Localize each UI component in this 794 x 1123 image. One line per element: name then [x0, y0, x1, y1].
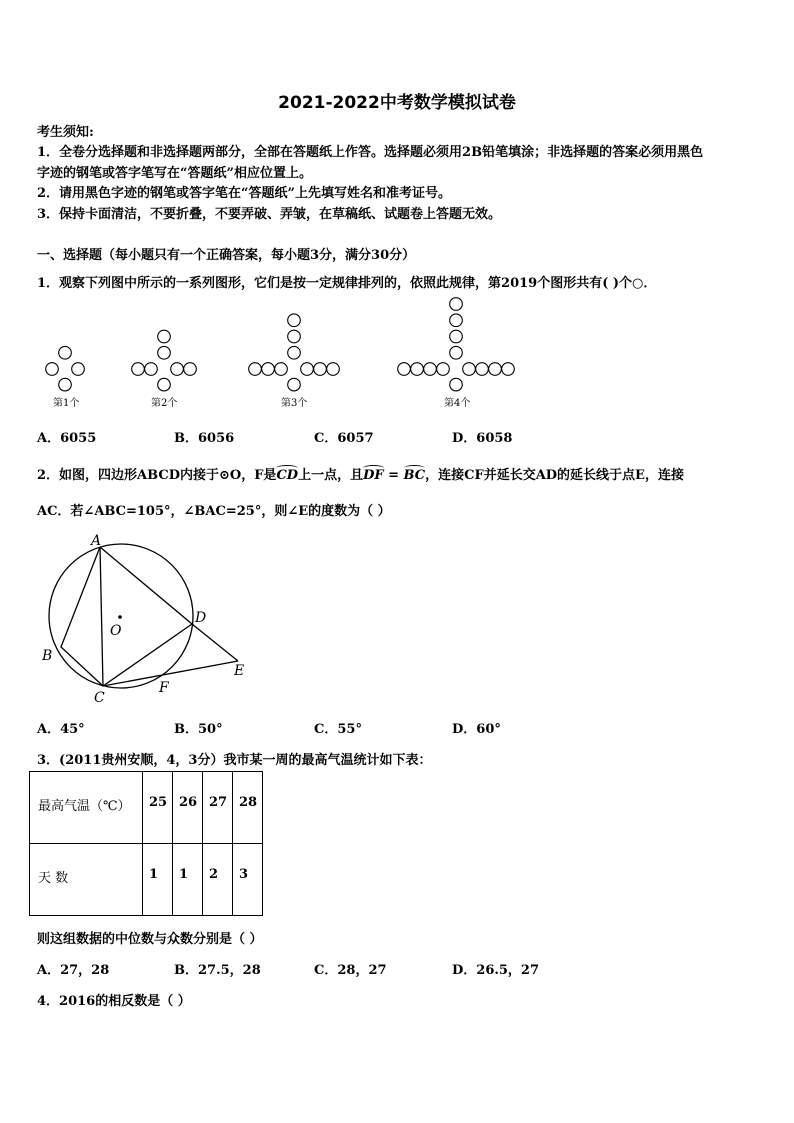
pattern-circle	[288, 314, 301, 327]
q2-eq: =	[383, 468, 404, 483]
q2-text-line1	[37, 464, 684, 483]
table-cell: 25	[143, 772, 173, 844]
q1-option-b[interactable]: B．6056	[174, 431, 235, 446]
q2-option-b[interactable]: B．50°	[174, 722, 223, 737]
q1-fig-label-3: 第3个	[281, 398, 308, 409]
pattern-circle	[158, 330, 171, 343]
pattern-circle	[450, 378, 463, 391]
pattern-circle	[288, 330, 301, 343]
q2-option-d[interactable]: D．60°	[452, 722, 501, 737]
pattern-circle	[184, 363, 197, 376]
table-row	[30, 772, 263, 844]
q1-figure	[0, 295, 794, 415]
pattern-circle	[158, 378, 171, 391]
q1-option-d[interactable]: D．6058	[452, 431, 513, 446]
q2-arc-df: DF	[363, 468, 384, 483]
q3-text: 3．(2011贵州安顺，4，3分）我市某一周的最高气温统计如下表：	[37, 753, 432, 768]
q1-fig-label-2: 第2个	[151, 398, 178, 409]
pattern-circle	[411, 363, 424, 376]
pattern-circle	[59, 346, 72, 359]
table-cell: 1	[143, 844, 173, 916]
q1-option-c[interactable]: C．6057	[314, 431, 374, 446]
section-heading: 一、选择题（每小题只有一个正确答案，每小题3分，满分30分）	[37, 248, 416, 263]
pattern-circle	[158, 346, 171, 359]
q1-fig-label-4: 第4个	[444, 398, 471, 409]
pattern-circle	[275, 363, 288, 376]
table-cell: 2	[203, 844, 233, 916]
q2-arc-bc: BC	[403, 468, 426, 483]
pattern-circle	[171, 363, 184, 376]
pattern-circle	[46, 363, 59, 376]
table-cell: 28	[233, 772, 263, 844]
pattern-circle	[288, 346, 301, 359]
pattern-circle	[450, 314, 463, 327]
line-ce	[103, 661, 238, 686]
line-ac	[100, 547, 103, 686]
pattern-circle	[437, 363, 450, 376]
pattern-circle	[262, 363, 275, 376]
pattern-circle	[398, 363, 411, 376]
notice-heading: 考生须知:	[37, 125, 94, 140]
q3-option-c[interactable]: C．28，27	[314, 963, 387, 978]
q2-text-a: 2．如图，四边形ABCD内接于⊙O，F是	[37, 468, 277, 483]
q2-text-line2: AC．若∠ABC=105°，∠BAC=25°，则∠E的度数为（ ）	[37, 504, 391, 519]
q2-text-c: ，连接CF并延长交AD的延长线于点E，连接	[425, 468, 684, 483]
point-b: B	[42, 648, 53, 664]
q2-arc-cd: CD	[276, 468, 299, 483]
table-cell: 26	[173, 772, 203, 844]
pattern-circle	[249, 363, 262, 376]
page-title: 2021-2022中考数学模拟试卷	[278, 93, 516, 113]
pattern-circle	[463, 363, 476, 376]
pattern-circle	[314, 363, 327, 376]
table-cell: 3	[233, 844, 263, 916]
table-cell-header: 天 数	[30, 844, 143, 916]
q1-option-a[interactable]: A．6055	[37, 431, 97, 446]
pattern-circle	[145, 363, 158, 376]
pattern-circle	[301, 363, 314, 376]
point-a: A	[91, 533, 102, 549]
table-cell: 27	[203, 772, 233, 844]
table-cell-header: 最高气温（℃）	[30, 772, 143, 844]
q1-text: 1．观察下列图中所示的一系列图形，它们是按一定规律排列的，依照此规律，第2019个图形共有( )个○．	[37, 276, 657, 291]
pattern-circle	[476, 363, 489, 376]
point-f: F	[159, 680, 169, 696]
q1-fig-label-1: 第1个	[53, 398, 80, 409]
pattern-circle	[288, 378, 301, 391]
table-cell: 1	[173, 844, 203, 916]
pattern-circle	[72, 363, 85, 376]
pattern-circle	[489, 363, 502, 376]
pattern-circle	[59, 378, 72, 391]
notice-line-3: 3．保持卡面清洁，不要折叠，不要弄破、弄皱，在草稿纸、试题卷上答题无效。	[37, 207, 502, 222]
pattern-circle	[327, 363, 340, 376]
q3-option-b[interactable]: B．27.5，28	[174, 963, 261, 978]
q2-option-a[interactable]: A．45°	[37, 722, 85, 737]
point-c: C	[94, 690, 105, 705]
q2-text-b: 上一点，且	[298, 468, 364, 483]
pattern-circle	[450, 298, 463, 311]
point-d: D	[195, 610, 207, 626]
q3-question: 则这组数据的中位数与众数分别是（ ）	[37, 932, 263, 947]
point-e: E	[234, 663, 245, 679]
pattern-circle	[450, 330, 463, 343]
line-de	[192, 624, 238, 661]
pattern-circle	[132, 363, 145, 376]
q3-option-d[interactable]: D．26.5，27	[452, 963, 540, 978]
q3-table	[29, 771, 263, 916]
pattern-circle	[424, 363, 437, 376]
q2-option-c[interactable]: C．55°	[314, 722, 362, 737]
pattern-circle	[502, 363, 515, 376]
table-row	[30, 844, 263, 916]
notice-line-1b: 字迹的钢笔或答字笔写在“答题纸”相应位置上。	[37, 166, 312, 181]
point-o: O	[110, 623, 122, 639]
notice-line-1: 1．全卷分选择题和非选择题两部分，全部在答题纸上作答。选择题必须用2B铅笔填涂；非选择题的答案必须用黑色	[37, 145, 704, 160]
q2-figure	[30, 530, 260, 705]
q4-text: 4．2016的相反数是（ ）	[37, 994, 191, 1009]
quad-abcd	[61, 547, 192, 686]
notice-line-2: 2．请用黑色字迹的钢笔或答字笔在“答题纸”上先填写姓名和准考证号。	[37, 186, 452, 201]
center-dot	[118, 615, 122, 619]
pattern-circle	[450, 346, 463, 359]
q3-option-a[interactable]: A．27，28	[37, 963, 110, 978]
